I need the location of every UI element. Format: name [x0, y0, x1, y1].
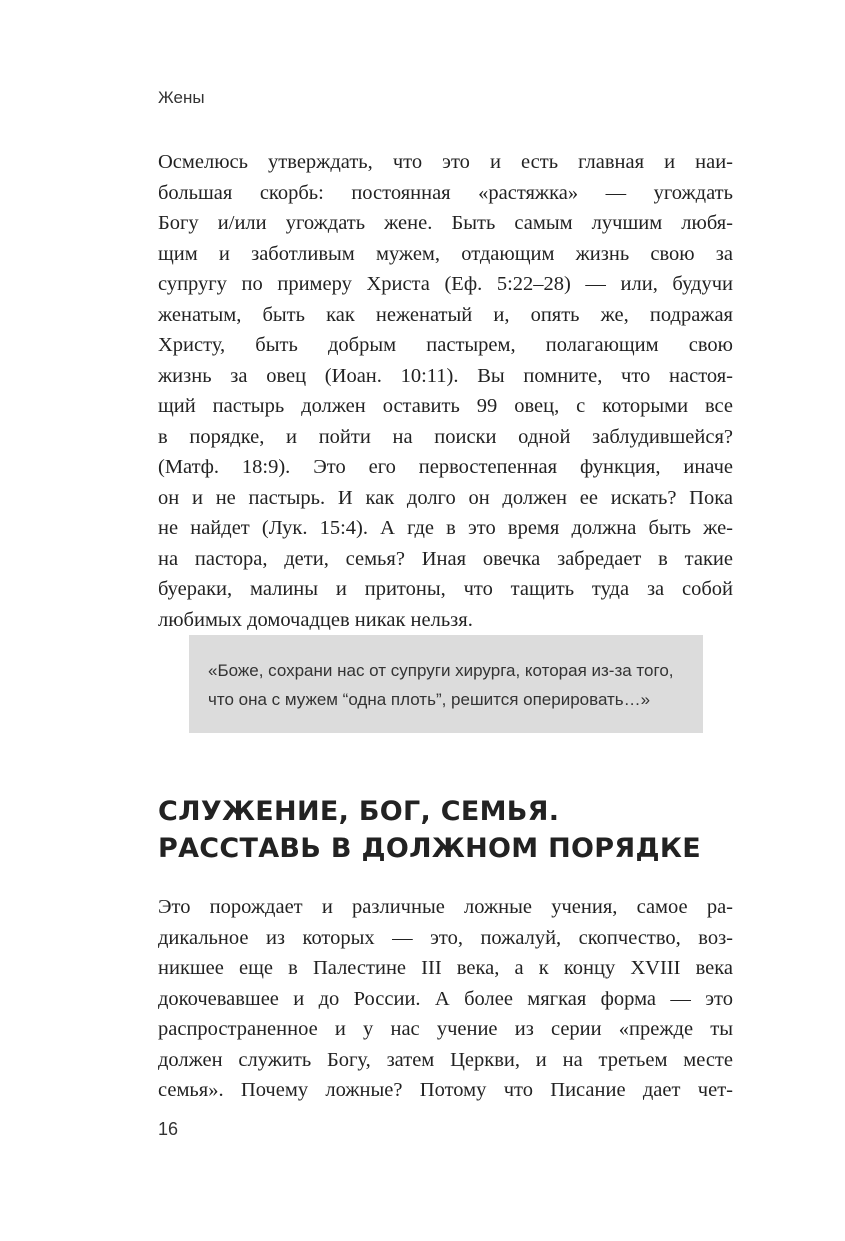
text-line: женатым, быть как неженатый и, опять же, подражая — [158, 303, 733, 326]
text-line: должен служить Богу, затем Церкви, и на третьем месте — [158, 1048, 733, 1071]
text-line: семья». Почему ложные? Потому что Писание дает чет- — [158, 1079, 733, 1101]
text-line: Это порождает и различные ложные учения, самое ра- — [158, 896, 733, 918]
text-line: распространенное и у нас учение из серии «прежде ты — [158, 1018, 733, 1040]
body-paragraph-2 — [158, 892, 733, 1106]
text-line: жизнь за овец (Иоан. 10:11). Вы помните, что настоя- — [158, 364, 733, 387]
text-line: не найдет (Лук. 15:4). А где в это время должна быть же- — [158, 517, 733, 539]
quote-line: «Боже, сохрани нас от супруги хирурга, которая из-за того, — [208, 661, 674, 680]
text-line: щий пастырь должен оставить 99 овец, с которыми все — [158, 395, 733, 417]
running-header: Жены — [158, 88, 205, 107]
pull-quote-box — [189, 635, 703, 733]
text-line: никшее еще в Палестине III века, а к концу XVIII века — [158, 957, 733, 979]
text-line: на пастора, дети, семья? Иная овечка забредает в такие — [158, 547, 733, 570]
text-line: Осмелюсь утверждать, что это и есть главная и наи- — [158, 151, 733, 173]
text-line: большая скорбь: постоянная «растяжка» — угождать — [158, 181, 733, 204]
text-line: докочевавшее и до России. А более мягкая форма — это — [158, 987, 733, 1010]
text-line: буераки, малины и притоны, что тащить туда за собой — [158, 578, 733, 600]
text-line: Христу, быть добрым пастырем, полагающим свою — [158, 334, 733, 356]
body-paragraph-1 — [158, 147, 733, 635]
quote-line: что она с мужем “одна плоть”, решится оперировать…» — [208, 690, 651, 709]
heading-line: РАССТАВЬ В ДОЛЖНОМ ПОРЯДКЕ — [158, 833, 701, 864]
text-line: супругу по примеру Христа (Еф. 5:22–28) — или, будучи — [158, 273, 733, 295]
text-line: он и не пастырь. И как долго он должен ее искать? Пока — [158, 486, 733, 509]
page-number: 16 — [158, 1119, 179, 1139]
text-line: Богу и/или угождать жене. Быть самым лучшим любя- — [158, 212, 733, 234]
section-heading — [158, 793, 701, 867]
text-line: щим и заботливым мужем, отдающим жизнь свою за — [158, 242, 733, 265]
heading-line: СЛУЖЕНИЕ, БОГ, СЕМЬЯ. — [158, 796, 560, 827]
text-line: любимых домочадцев никак нельзя. — [158, 608, 473, 631]
text-line: в порядке, и пойти на поиски одной заблудившейся? — [158, 425, 733, 448]
text-line: дикальное из которых — это, пожалуй, скопчество, воз- — [158, 926, 733, 949]
text-line: (Матф. 18:9). Это его первостепенная функция, иначе — [158, 456, 733, 478]
